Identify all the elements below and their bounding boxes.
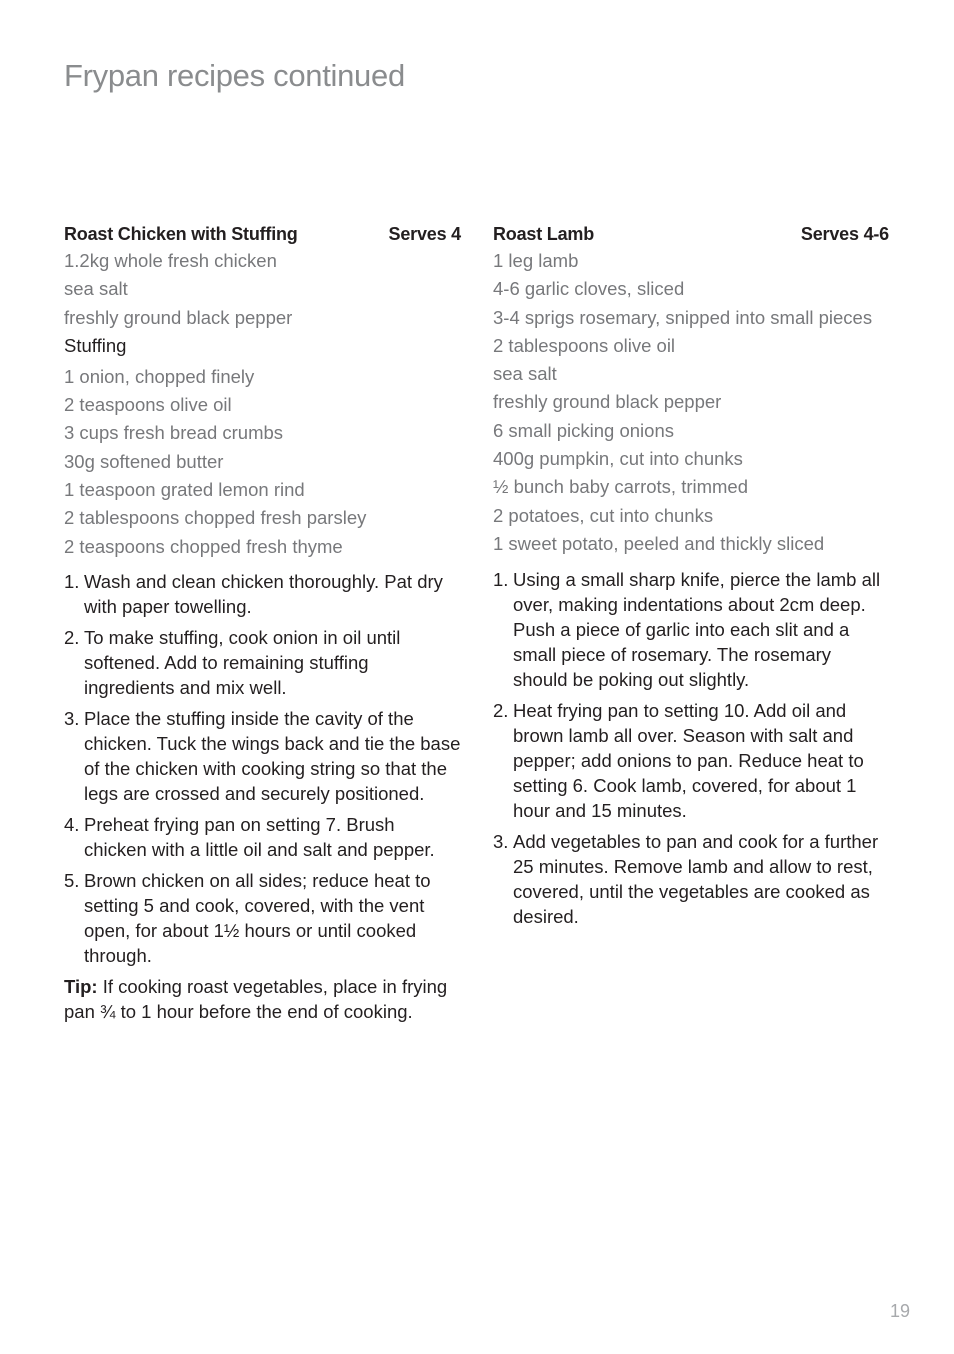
step-text: Place the stuffing inside the cavity of the chicken. Tuck the wings back and tie the base of the chicken with cooking string so that the legs are crossed and securely positioned. xyxy=(84,707,461,804)
step-number: 2. xyxy=(493,699,509,721)
ingredient-item: freshly ground black pepper xyxy=(64,306,293,328)
ingredient-item: 2 tablespoons olive oil xyxy=(493,334,676,356)
step-number: 3. xyxy=(64,707,80,729)
step-text: Using a small sharp knife, pierce the lamb all over, making indentations about 2cm deep. Push a piece of garlic into each slit and a small piece of rosemary. The rosemary should be poking out slightly. xyxy=(513,568,881,690)
ingredient-item: 1 leg lamb xyxy=(493,250,579,271)
ingredient-item: 6 small picking onions xyxy=(493,419,674,441)
ingredient-item: 1 sweet potato, peeled and thickly sliced xyxy=(493,532,825,554)
step-text: Add vegetables to pan and cook for a further 25 minutes. Remove lamb and allow to rest, covered, until the vegetables are cooked as desired. xyxy=(513,830,879,927)
recipe-serves: Serves 4 xyxy=(388,224,461,244)
ingredient-list xyxy=(64,248,461,330)
step-text: Brown chicken on all sides; reduce heat to setting 5 and cook, covered, with the vent open, for about 1½ hours or until cooked through. xyxy=(84,869,431,966)
stuffing-ingredient-list xyxy=(64,364,461,559)
method-steps xyxy=(493,567,889,929)
step-number: 1. xyxy=(493,568,509,590)
ingredient-item: 1.2kg whole fresh chicken xyxy=(64,250,277,271)
step-text: Wash and clean chicken thoroughly. Pat dry with paper towelling. xyxy=(84,570,443,617)
recipe-roast-lamb xyxy=(493,222,889,935)
ingredient-item: 3-4 sprigs rosemary, snipped into small pieces xyxy=(493,306,873,328)
step-number: 3. xyxy=(493,830,509,852)
ingredient-item: ½ bunch baby carrots, trimmed xyxy=(493,476,748,498)
recipe-header xyxy=(493,222,889,248)
recipe-serves: Serves 4-6 xyxy=(800,224,889,244)
method-step xyxy=(64,569,461,619)
step-number: 2. xyxy=(64,626,80,648)
step-text: Heat frying pan to setting 10. Add oil and brown lamb all over. Season with salt and pepper; add onions to pan. Reduce heat to setting 6. Cook lamb, covered, for about 1 hour and 15 minutes. xyxy=(513,699,864,821)
stuffing-heading: Stuffing xyxy=(64,334,127,356)
ingredient-item: 400g pumpkin, cut into chunks xyxy=(493,448,743,470)
recipe-title: Roast Chicken with Stuffing xyxy=(64,224,298,244)
page-title: Frypan recipes continued xyxy=(64,58,405,93)
step-number: 5. xyxy=(64,869,80,891)
ingredient-item: sea salt xyxy=(493,363,557,385)
step-number: 1. xyxy=(64,570,80,592)
ingredient-item: 2 teaspoons chopped fresh thyme xyxy=(64,535,343,557)
method-steps xyxy=(64,569,461,968)
recipe-tip xyxy=(64,974,461,1024)
ingredient-item: freshly ground black pepper xyxy=(493,391,722,413)
ingredient-item: 2 tablespoons chopped fresh parsley xyxy=(64,507,367,529)
tip-label: Tip: xyxy=(64,975,98,997)
ingredient-item: sea salt xyxy=(64,278,128,300)
method-step xyxy=(64,812,461,862)
ingredient-item: 4-6 garlic cloves, sliced xyxy=(493,278,685,300)
recipe-header xyxy=(64,222,461,248)
method-step xyxy=(493,698,889,823)
step-text: Preheat frying pan on setting 7. Brush chicken with a little oil and salt and pepper. xyxy=(84,813,435,860)
method-step xyxy=(64,625,461,700)
recipe-title: Roast Lamb xyxy=(493,224,595,244)
method-step xyxy=(493,829,889,929)
method-step xyxy=(64,868,461,968)
ingredient-item: 1 teaspoon grated lemon rind xyxy=(64,479,305,501)
step-text: To make stuffing, cook onion in oil until softened. Add to remaining stuffing ingredients and mix well. xyxy=(84,626,401,698)
recipe-roast-chicken xyxy=(64,222,461,1024)
ingredient-item: 2 potatoes, cut into chunks xyxy=(493,504,714,526)
step-number: 4. xyxy=(64,813,80,835)
method-step xyxy=(493,567,889,692)
ingredient-item: 3 cups fresh bread crumbs xyxy=(64,422,284,444)
ingredient-item: 30g softened butter xyxy=(64,450,224,472)
page-number: 19 xyxy=(889,1301,910,1321)
ingredient-item: 1 onion, chopped finely xyxy=(64,365,255,387)
ingredient-item: 2 teaspoons olive oil xyxy=(64,394,232,416)
method-step xyxy=(64,706,461,806)
ingredient-list xyxy=(493,248,889,556)
tip-text: If cooking roast vegetables, place in frying pan ¾ to 1 hour before the end of cooking. xyxy=(64,975,448,1022)
